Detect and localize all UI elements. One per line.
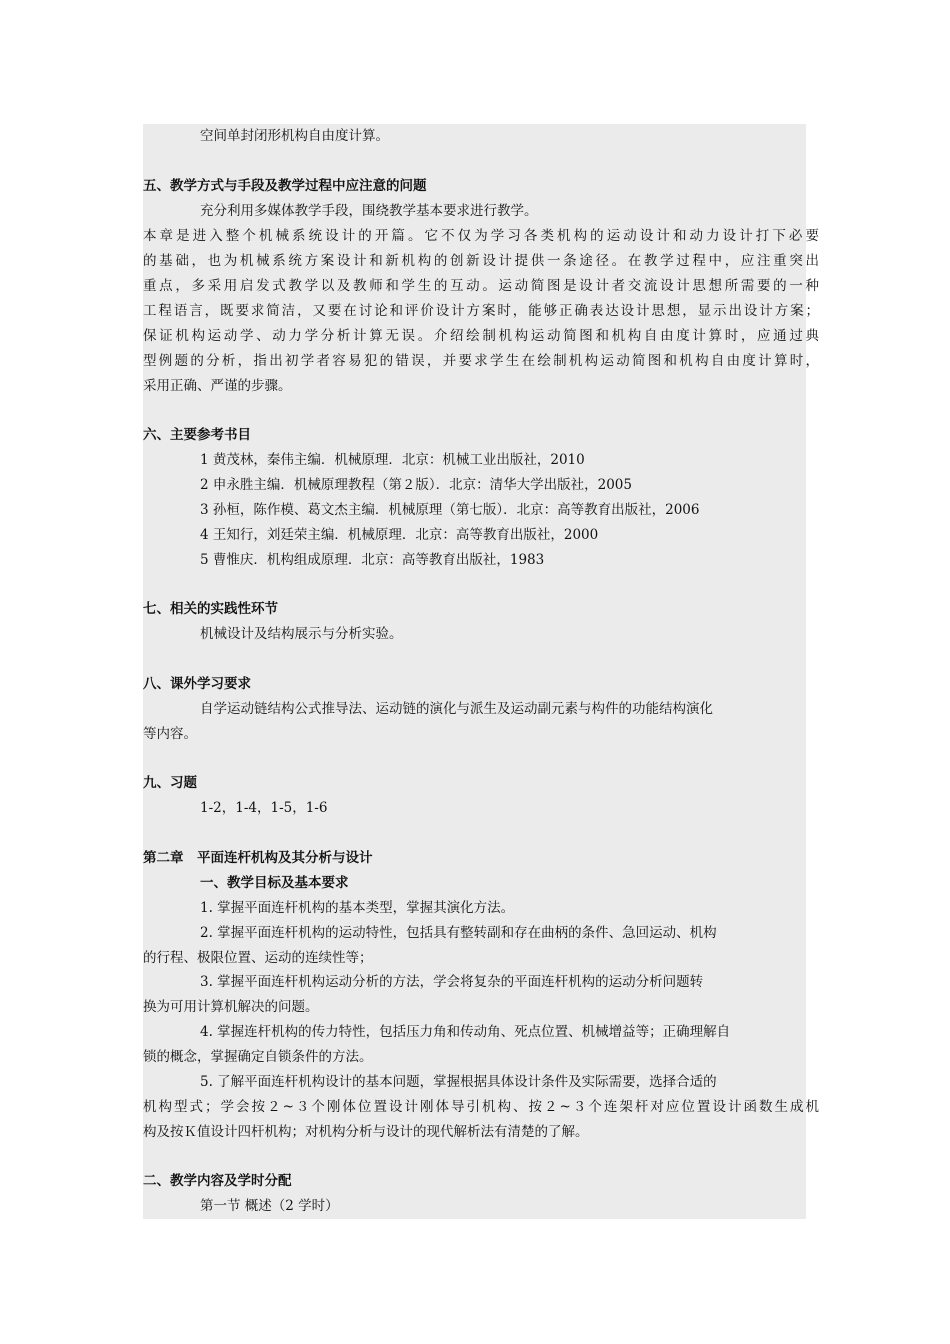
section5-line: 充分利用多媒体教学手段，围绕教学基本要求进行教学。 (200, 203, 538, 219)
reference-item: 1 黄茂林，秦伟主编．机械原理．北京：机械工业出版社，2010 (200, 452, 585, 468)
section5-paragraph-line: 重点，多采用启发式教学以及教师和学生的互动。运动简图是设计者交流设计思想所需要的一种 (143, 278, 819, 294)
goal-item: 3. 掌握平面连杆机构运动分析的方法，学会将复杂的平面连杆机构的运动分析问题转 (200, 974, 704, 990)
chapter2-title: 第二章 平面连杆机构及其分析与设计 (143, 850, 373, 866)
reference-item: 5 曹惟庆．机构组成原理．北京：高等教育出版社，1983 (200, 552, 545, 568)
section8-text: 自学运动链结构公式推导法、运动链的演化与派生及运动副元素与构件的功能结构演化 (200, 701, 713, 717)
reference-item: 3 孙桓，陈作模、葛文杰主编．机械原理（第七版）．北京：高等教育出版社，2006 (200, 502, 700, 518)
chapter2-goals-heading: 一、教学目标及基本要求 (200, 875, 349, 891)
intro-line: 空间单封闭形机构自由度计算。 (200, 128, 389, 144)
goal-item: 5. 了解平面连杆机构设计的基本问题，掌握根据具体设计条件及实际需要，选择合适的 (200, 1074, 717, 1090)
reference-item: 2 申永胜主编．机械原理教程（第２版）．北京：清华大学出版社，2005 (200, 477, 632, 493)
goal-item: 1. 掌握平面连杆机构的基本类型，掌握其演化方法。 (200, 900, 515, 916)
section9-heading: 九、习题 (143, 775, 197, 791)
goal-item-continued: 的行程、极限位置、运动的连续性等； (143, 950, 373, 966)
exercise-list: 1-2，1-4，1-5，1-6 (200, 800, 328, 816)
section5-paragraph-line: 的基础，也为机械系统方案设计和新机构的创新设计提供一条途径。在教学过程中，应注重突出 (143, 253, 819, 269)
goal-item-continued: 换为可用计算机解决的问题。 (143, 999, 319, 1015)
section8-text: 等内容。 (143, 726, 197, 742)
section6-heading: 六、主要参考书目 (143, 427, 251, 443)
goal-item: 4. 掌握连杆机构的传力特性，包括压力角和传动角、死点位置、机械增益等；正确理解自 (200, 1024, 731, 1040)
section5-paragraph-line: 工程语言，既要求简洁，又要在讨论和评价设计方案时，能够正确表达设计思想，显示出设计方案； (143, 303, 819, 319)
goal-item-continued: 机构型式；学会按２~３个刚体位置设计刚体导引机构、按２~３个连架杆对应位置设计函数生成机 (143, 1099, 819, 1115)
chapter2-content-heading: 二、教学内容及学时分配 (143, 1173, 292, 1189)
section5-paragraph-line: 本章是进入整个机械系统设计的开篇。它不仅为学习各类机构的运动设计和动力设计打下必要 (143, 228, 819, 244)
goal-item-continued: 构及按Ｋ值设计四杆机构；对机构分析与设计的现代解析法有清楚的了解。 (143, 1124, 589, 1140)
goal-item: 2. 掌握平面连杆机构的运动特性，包括具有整转副和存在曲柄的条件、急回运动、机构 (200, 925, 717, 941)
section5-heading: 五、教学方式与手段及教学过程中应注意的问题 (143, 178, 427, 194)
section7-heading: 七、相关的实践性环节 (143, 601, 278, 617)
goal-item-continued: 锁的概念，掌握确定自锁条件的方法。 (143, 1049, 373, 1065)
chapter2-section-title: 第一节 概述（2 学时） (200, 1198, 339, 1214)
section7-text: 机械设计及结构展示与分析实验。 (200, 626, 403, 642)
section5-paragraph-line: 采用正确、严谨的步骤。 (143, 378, 292, 394)
section5-paragraph-line: 型例题的分析，指出初学者容易犯的错误，并要求学生在绘制机构运动简图和机构自由度计算时， (143, 353, 819, 369)
section5-paragraph-line: 保证机构运动学、动力学分析计算无误。介绍绘制机构运动简图和机构自由度计算时，应通过典 (143, 328, 819, 344)
section8-heading: 八、课外学习要求 (143, 676, 251, 692)
reference-item: 4 王知行，刘廷荣主编．机械原理．北京：高等教育出版社，2000 (200, 527, 599, 543)
